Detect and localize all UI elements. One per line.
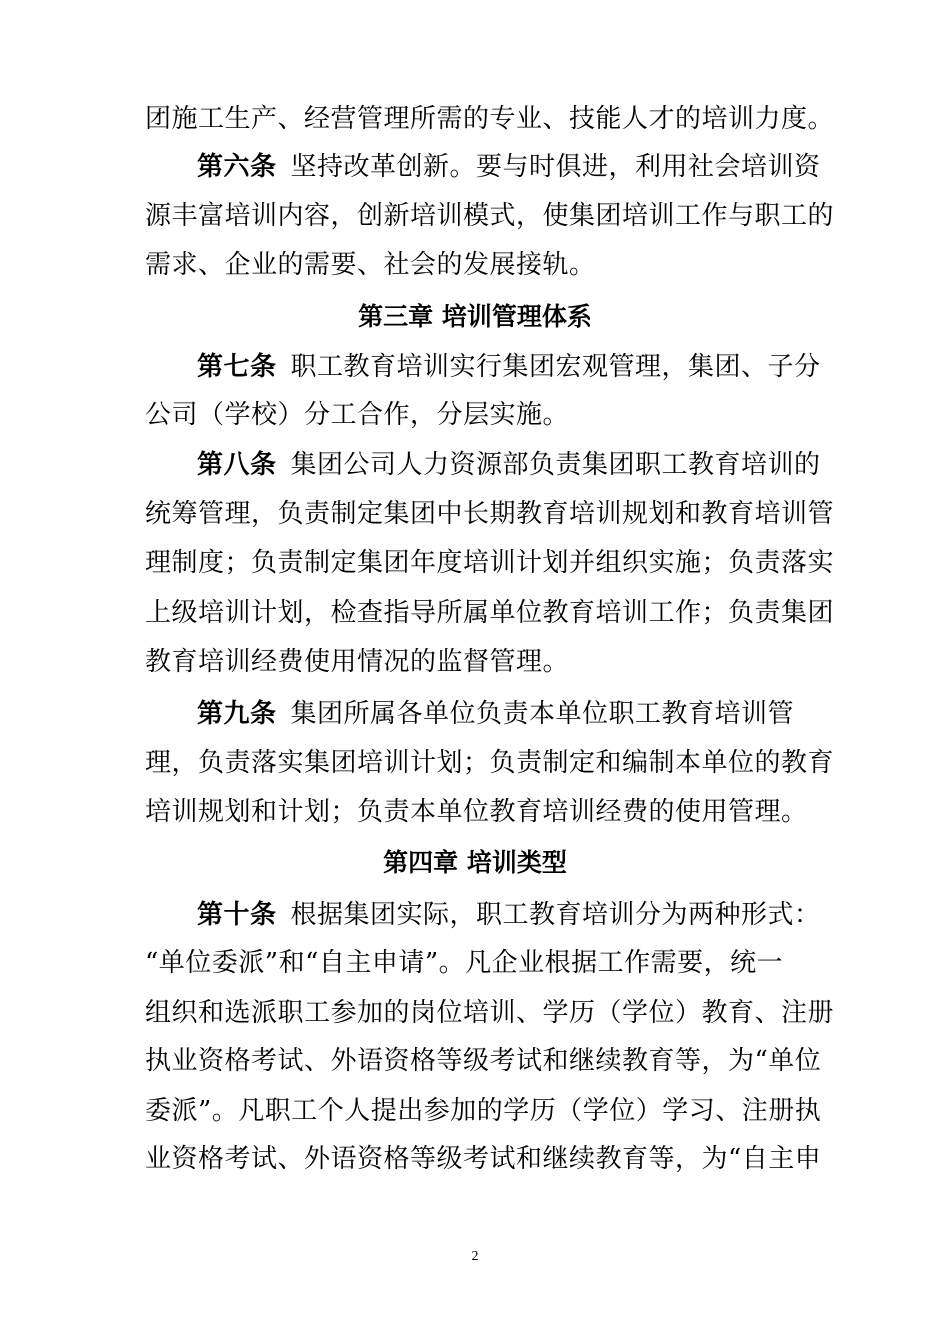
page-number: 2: [471, 1249, 479, 1264]
article-text: 集团所属各单位负责本单位职工教育培训管: [290, 699, 795, 729]
article-label: 第六条: [197, 152, 277, 182]
body-line: 需求、企业的需要、社会的发展接轨。: [145, 250, 596, 280]
body-line: 上级培训计划，检查指导所属单位教育培训工作；负责集团: [145, 598, 835, 628]
article-text: 职工教育培训实行集团宏观管理，集团、子分: [290, 352, 821, 382]
article-label: 第九条: [197, 699, 277, 729]
chapter-heading: 第四章 培训类型: [383, 848, 567, 877]
article-8: [145, 448, 821, 482]
body-line: 执业资格考试、外语资格等级考试和继续教育等，为“单位: [145, 1046, 822, 1076]
body-line: 教育培训经费使用情况的监督管理。: [145, 647, 570, 677]
article-text: 集团公司人力资源部负责集团职工教育培训的: [290, 450, 821, 480]
body-line: 组织和选派职工参加的岗位培训、学历（学位）教育、注册: [145, 998, 835, 1028]
article-6: [145, 150, 821, 184]
body-line: 委派”。凡职工个人提出参加的学历（学位）学习、注册执: [145, 1096, 822, 1126]
article-label: 第七条: [197, 352, 277, 382]
body-line: “单位委派”和“自主申请”。凡企业根据工作需要，统一: [145, 948, 784, 978]
body-line: 统筹管理，负责制定集团中长期教育培训规划和教育培训管: [145, 499, 835, 529]
body-line: 培训规划和计划；负责本单位教育培训经费的使用管理。: [145, 797, 808, 827]
article-9: [145, 697, 815, 731]
body-line: 业资格考试、外语资格等级考试和继续教育等，为“自主申: [145, 1144, 822, 1174]
article-7: [145, 350, 821, 384]
article-text: 坚持改革创新。要与时俱进，利用社会培训资: [290, 152, 821, 182]
body-line: 理制度；负责制定集团年度培训计划并组织实施；负责落实: [145, 548, 835, 578]
body-line: 理，负责落实集团培训计划；负责制定和编制本单位的教育: [145, 748, 835, 778]
article-label: 第十条: [197, 900, 277, 930]
article-text: 根据集团实际，职工教育培训分为两种形式：: [290, 900, 821, 930]
article-label: 第八条: [197, 450, 277, 480]
body-line: 团施工生产、经营管理所需的专业、技能人才的培训力度。: [145, 104, 835, 134]
body-line: 公司（学校）分工合作，分层实施。: [145, 400, 570, 430]
article-10: [145, 898, 821, 932]
chapter-heading: 第三章 培训管理体系: [358, 302, 592, 331]
body-line: 源丰富培训内容，创新培训模式，使集团培训工作与职工的: [145, 201, 835, 231]
